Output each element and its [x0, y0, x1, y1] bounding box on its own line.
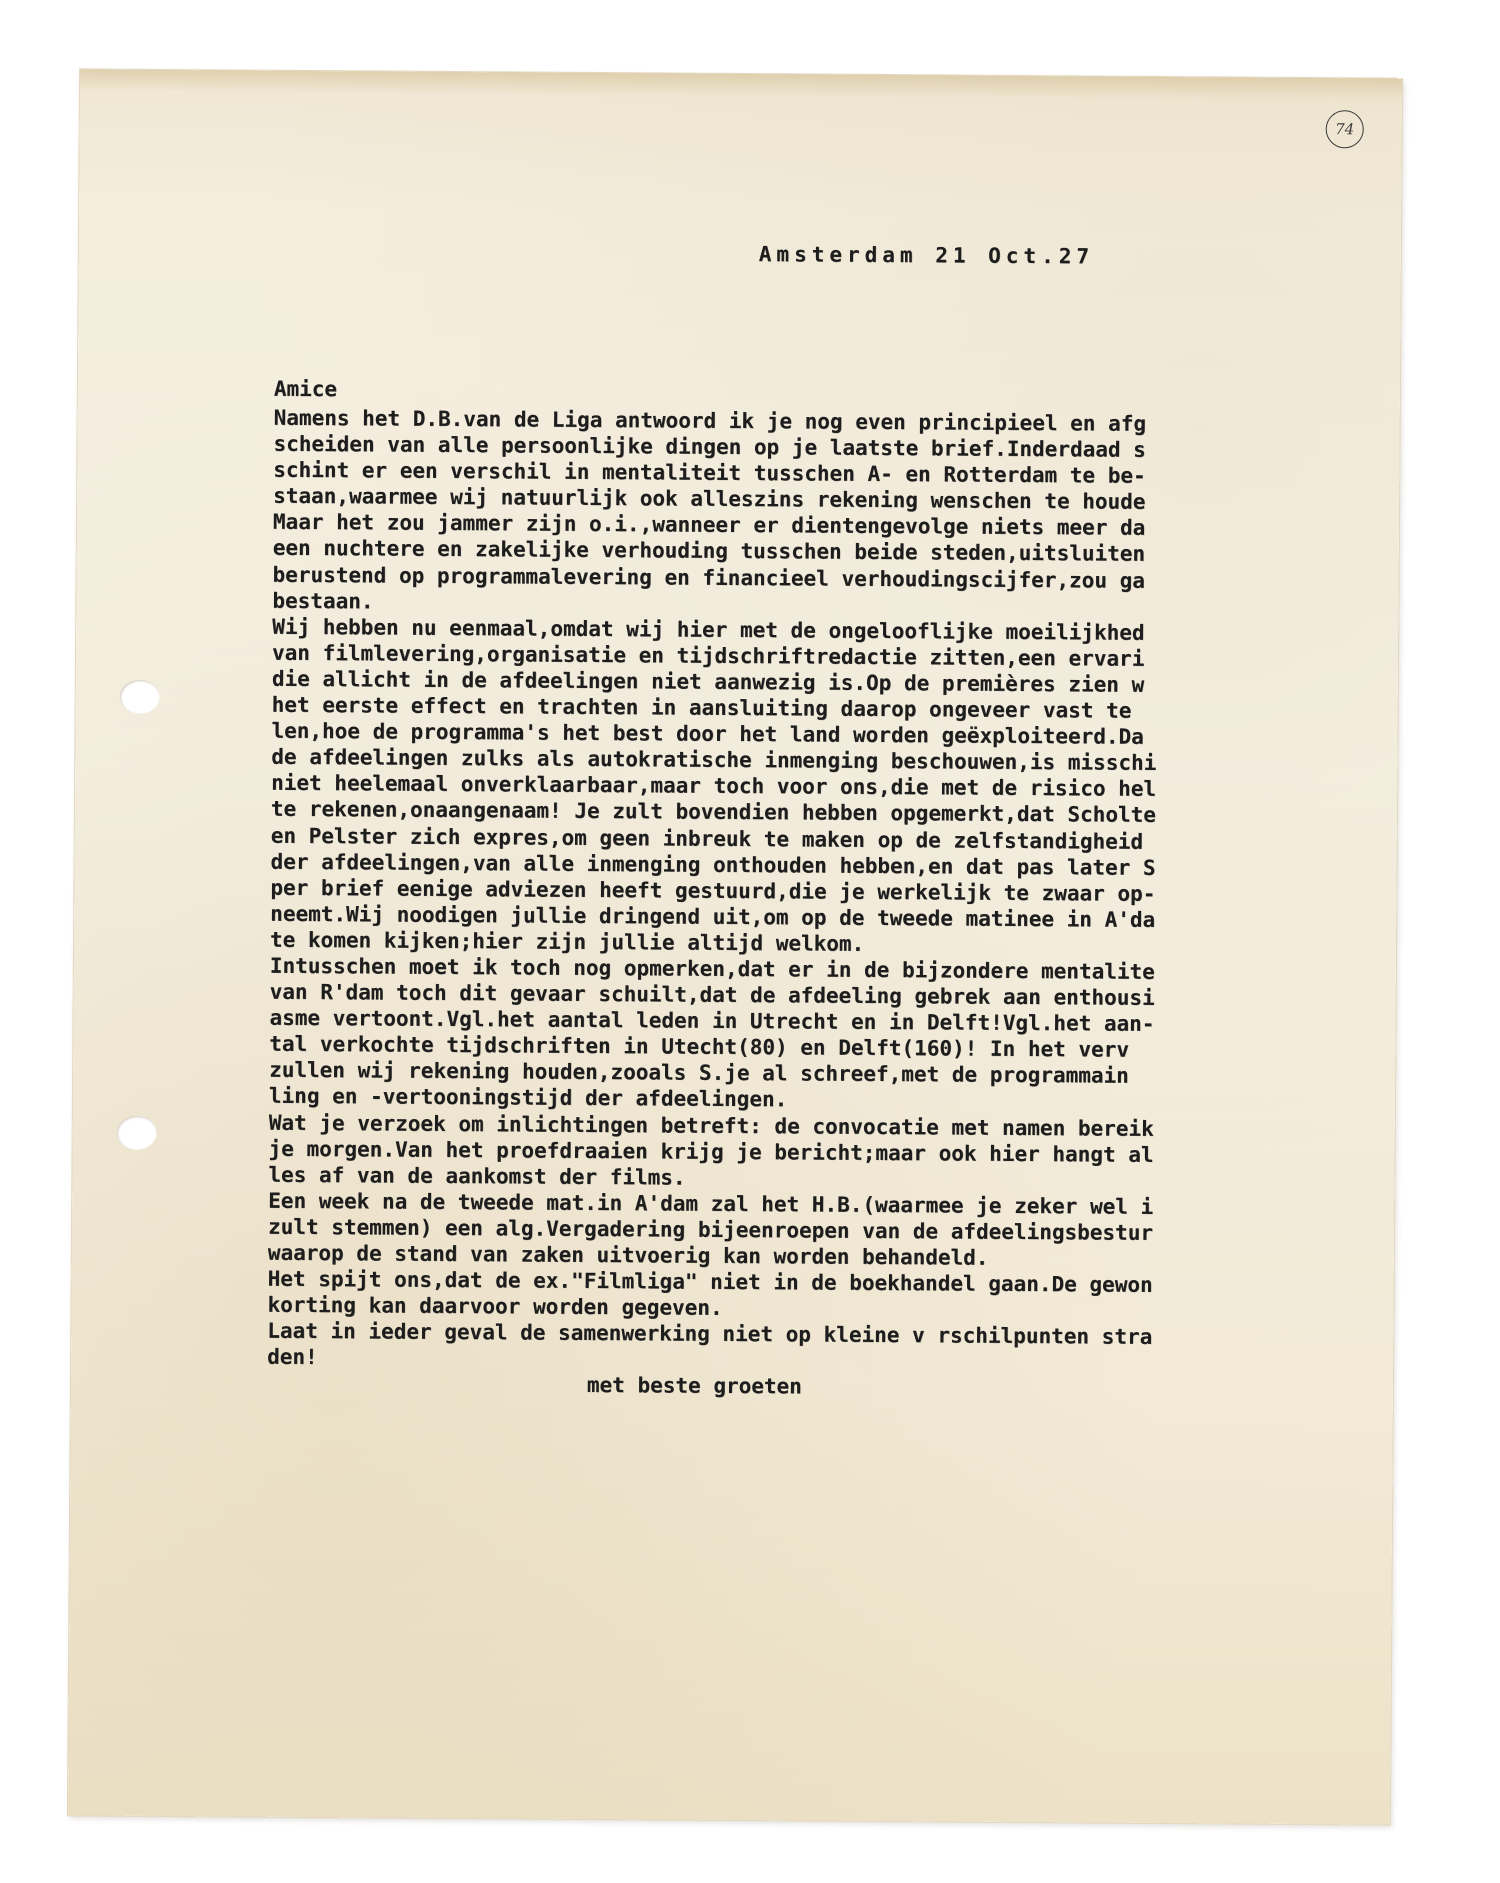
letter-line: Wij hebben nu eenmaal,omdat wij hier met de ongelooflijke moeilijkhed: [272, 614, 1145, 645]
letter-line: schint er een verschil in mentaliteit tusschen A- en Rotterdam te be-: [273, 457, 1146, 489]
letter-line: Maar het zou jammer zijn o.i.,wanneer er dientengevolge niets meer da: [272, 510, 1146, 541]
letter-line: Een week na de tweede mat.in A'dam zal het H.B.(waarmee je zeker wel i: [268, 1188, 1154, 1219]
letter-line: Laat in ieder geval de samenwerking niet op kleine v rschilpunten stra: [267, 1319, 1153, 1350]
salutation: Amice: [273, 376, 338, 402]
letter-line: berustend op programmalevering en financieel verhoudingscijfer,zou ga: [272, 562, 1146, 593]
letter-line: het eerste effect en trachten in aansluiting daarop ongeveer vast te: [271, 692, 1132, 723]
letter-line: waarop de stand van zaken uitvoerig kan worden behandeld.: [267, 1240, 989, 1270]
letter-line: zullen wij rekening houden,zooals S.je al schreef,met de programmain: [269, 1058, 1129, 1089]
letter-line: te rekenen,onaangenaam! Je zult bovendien hebben opgemerkt,dat Scholte: [270, 797, 1157, 828]
letter-line: Namens het D.B.van de Liga antwoord ik je nog even principieel en afg: [273, 405, 1147, 436]
letter-line: der afdeelingen,van alle inmenging onthouden hebben,en dat pas later S: [270, 849, 1156, 880]
letter-line: asme vertoont.Vgl.het aantal leden in Utrecht en in Delft!Vgl.het aan-: [269, 1005, 1155, 1037]
letter-line: les af van de aankomst der films.: [268, 1162, 686, 1190]
letter-line: van filmlevering,organisatie en tijdschriftredactie zitten,een ervari: [271, 640, 1145, 671]
letter-body: [267, 405, 1398, 1378]
letter-line: tal verkochte tijdschriften in Utecht(80) en Delft(160)! In het verv: [269, 1032, 1130, 1063]
letter-line: zult stemmen) een alg.Vergadering bijeenroepen van de afdeelingsbestur: [267, 1214, 1154, 1245]
letter-line: te komen kijken;hier zijn jullie altijd welkom.: [269, 927, 865, 956]
dateline: Amsterdam 21 Oct.27: [758, 242, 1095, 269]
letter-sheet: [68, 69, 1402, 1824]
letter-line: den!: [267, 1345, 318, 1370]
letter-line: die allicht in de afdeelingen niet aanwezig is.Op de premières zien w: [271, 666, 1145, 697]
letter-line: van R'dam toch dit gevaar schuilt,dat de afdeeling gebrek aan enthousi: [269, 979, 1155, 1010]
letter-line: de afdeelingen zulks als autokratische inmenging beschouwen,is misschi: [271, 744, 1157, 776]
letter-line: een nuchtere en zakelijke verhouding tusschen beide steden,uitsluiten: [272, 536, 1146, 567]
letter-line: Intusschen moet ik toch nog opmerken,dat er in de bijzondere mentalite: [269, 953, 1155, 984]
letter-line: scheiden van alle persoonlijke dingen op je laatste brief.Inderdaad s: [273, 431, 1146, 462]
letter-line: Wat je verzoek om inlichtingen betreft: de convocatie met namen bereik: [268, 1110, 1154, 1141]
letter-line: bestaan.: [272, 588, 374, 614]
letter-line: ling en -vertooningstijd der afdeelingen.: [268, 1084, 788, 1112]
closing-greeting: met beste groeten: [586, 1372, 802, 1399]
punch-hole-lower: [117, 1116, 157, 1150]
letter-line: je morgen.Van het proefdraaien krijg je bericht;maar ook hier hangt al: [268, 1136, 1154, 1167]
letter-line: staan,waarmee wij natuurlijk ook alleszins rekening wenschen te houde: [273, 484, 1146, 515]
letter-line: neemt.Wij noodigen jullie dringend uit,om op de tweede matinee in A'da: [270, 901, 1156, 932]
letter-line: len,hoe de programma's het best door het land worden geëxploiteerd.Da: [271, 718, 1144, 749]
letter-line: niet heelemaal onverklaarbaar,maar toch voor ons,die met de risico hel: [271, 771, 1157, 802]
letter-line: per brief eenige adviezen heeft gestuurd,die je werkelijk te zwaar op-: [270, 875, 1156, 906]
letter-line: korting kan daarvoor worden gegeven.: [267, 1292, 723, 1321]
letter-line: Het spijt ons,dat de ex."Filmliga" niet in de boekhandel gaan.De gewon: [267, 1266, 1153, 1298]
punch-hole-upper: [120, 680, 160, 714]
folio-number-stamp: 74: [1326, 110, 1364, 148]
letter-line: en Pelster zich expres,om geen inbreuk te maken op de zelfstandigheid: [270, 823, 1144, 854]
